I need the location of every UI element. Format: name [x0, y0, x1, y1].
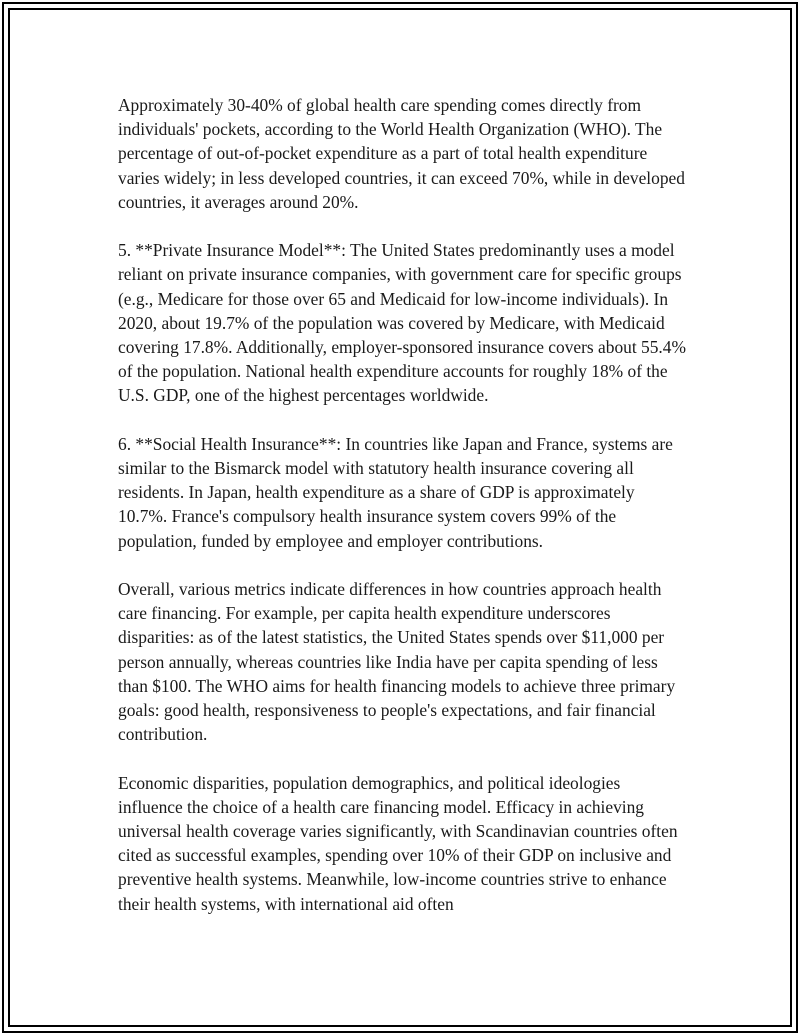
paragraph-economic-disparities: Economic disparities, population demographics, and political ideologies influence the choice of a health care financing model. Efficacy in achieving universal health coverage varies significantly, with Scandinavian countries often cited as successful examples, spending over 10% of their GDP on inclusive and preventive health systems. Meanwhile, low-income countries strive to enhance their health systems, with international aid often: [118, 772, 678, 914]
paragraph-social-health-insurance: 6. **Social Health Insurance**: In countries like Japan and France, systems are similar to the Bismarck model with statutory health insurance covering all residents. In Japan, health expenditure as a share of GDP is approximately 10.7%. France's compulsory health insurance system covers 99% of the population, funded by employee and employer contributions.: [118, 433, 673, 551]
paragraph-overall-metrics: Overall, various metrics indicate differences in how countries approach health care financing. For example, per capita health expenditure underscores disparities: as of the latest statistics, the United States spends over $11,000 per person annually, whereas countries like India have per capita spending of less than $100. The WHO aims for health financing models to achieve three primary goals: good health, responsiveness to people's expectations, and fair financial contribution.: [118, 579, 676, 745]
paragraph-out-of-pocket: Approximately 30-40% of global health care spending comes directly from individuals' pockets, according to the World Health Organization (WHO). The percentage of out-of-pocket expenditure as a part of total health expenditure varies widely; in less developed countries, it can exceed 70%, while in developed countries, it averages around 20%.: [118, 95, 685, 212]
paragraph-private-insurance: 5. **Private Insurance Model**: The United States predominantly uses a model reliant on private insurance companies, with government care for specific groups (e.g., Medicare for those over 65 and Medicaid for low-income individuals). In 2020, about 19.7% of the population was covered by Medicare, with Medicaid covering 17.8%. Additionally, employer-sponsored insurance covers about 55.4% of the population. National health expenditure accounts for roughly 18% of the U.S. GDP, one of the highest percentages worldwide.: [118, 240, 686, 406]
document-body: [118, 93, 688, 940]
